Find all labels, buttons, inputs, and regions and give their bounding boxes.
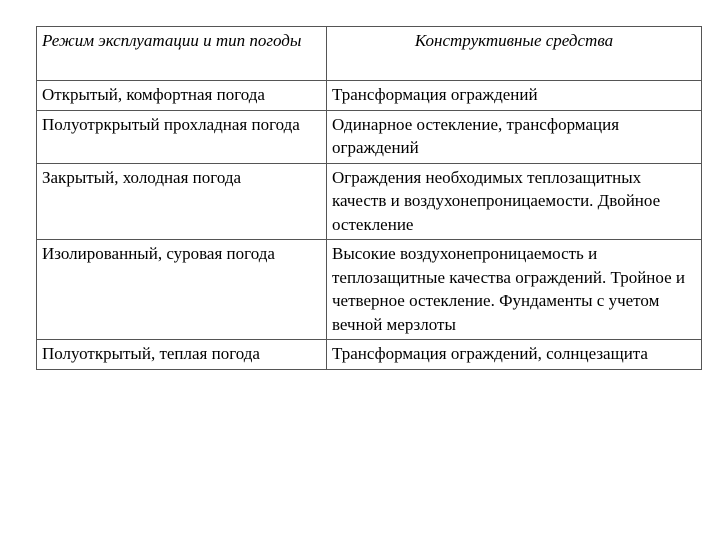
row-means-cell: Высокие воздухонепроницаемость и теплозащитные качества ограждений. Тройное и четверное остекление. Фундаменты с учетом вечной мерзлоты	[327, 240, 702, 340]
row-mode-cell: Закрытый, холодная погода	[37, 163, 327, 240]
header-row	[37, 27, 702, 81]
table-row	[37, 340, 702, 370]
header-mode-weather: Режим эксплуатации и тип погоды	[37, 27, 327, 81]
table-row	[37, 163, 702, 240]
row-mode-cell: Полуотркрытый прохладная погода	[37, 110, 327, 163]
row-mode-cell: Открытый, комфортная погода	[37, 81, 327, 111]
table-row	[37, 240, 702, 340]
climate-design-table	[36, 26, 702, 370]
row-mode-cell: Изолированный, суровая погода	[37, 240, 327, 340]
row-means-cell: Трансформация ограждений, солнцезащита	[327, 340, 702, 370]
row-means-cell: Ограждения необходимых теплозащитных качеств и воздухонепроницаемости. Двойное остекление	[327, 163, 702, 240]
row-means-cell: Трансформация ограждений	[327, 81, 702, 111]
header-design-means: Конструктивные средства	[327, 27, 702, 81]
row-means-cell: Одинарное остекление, трансформация ограждений	[327, 110, 702, 163]
table-row	[37, 110, 702, 163]
table-row	[37, 81, 702, 111]
row-mode-cell: Полуоткрытый, теплая погода	[37, 340, 327, 370]
